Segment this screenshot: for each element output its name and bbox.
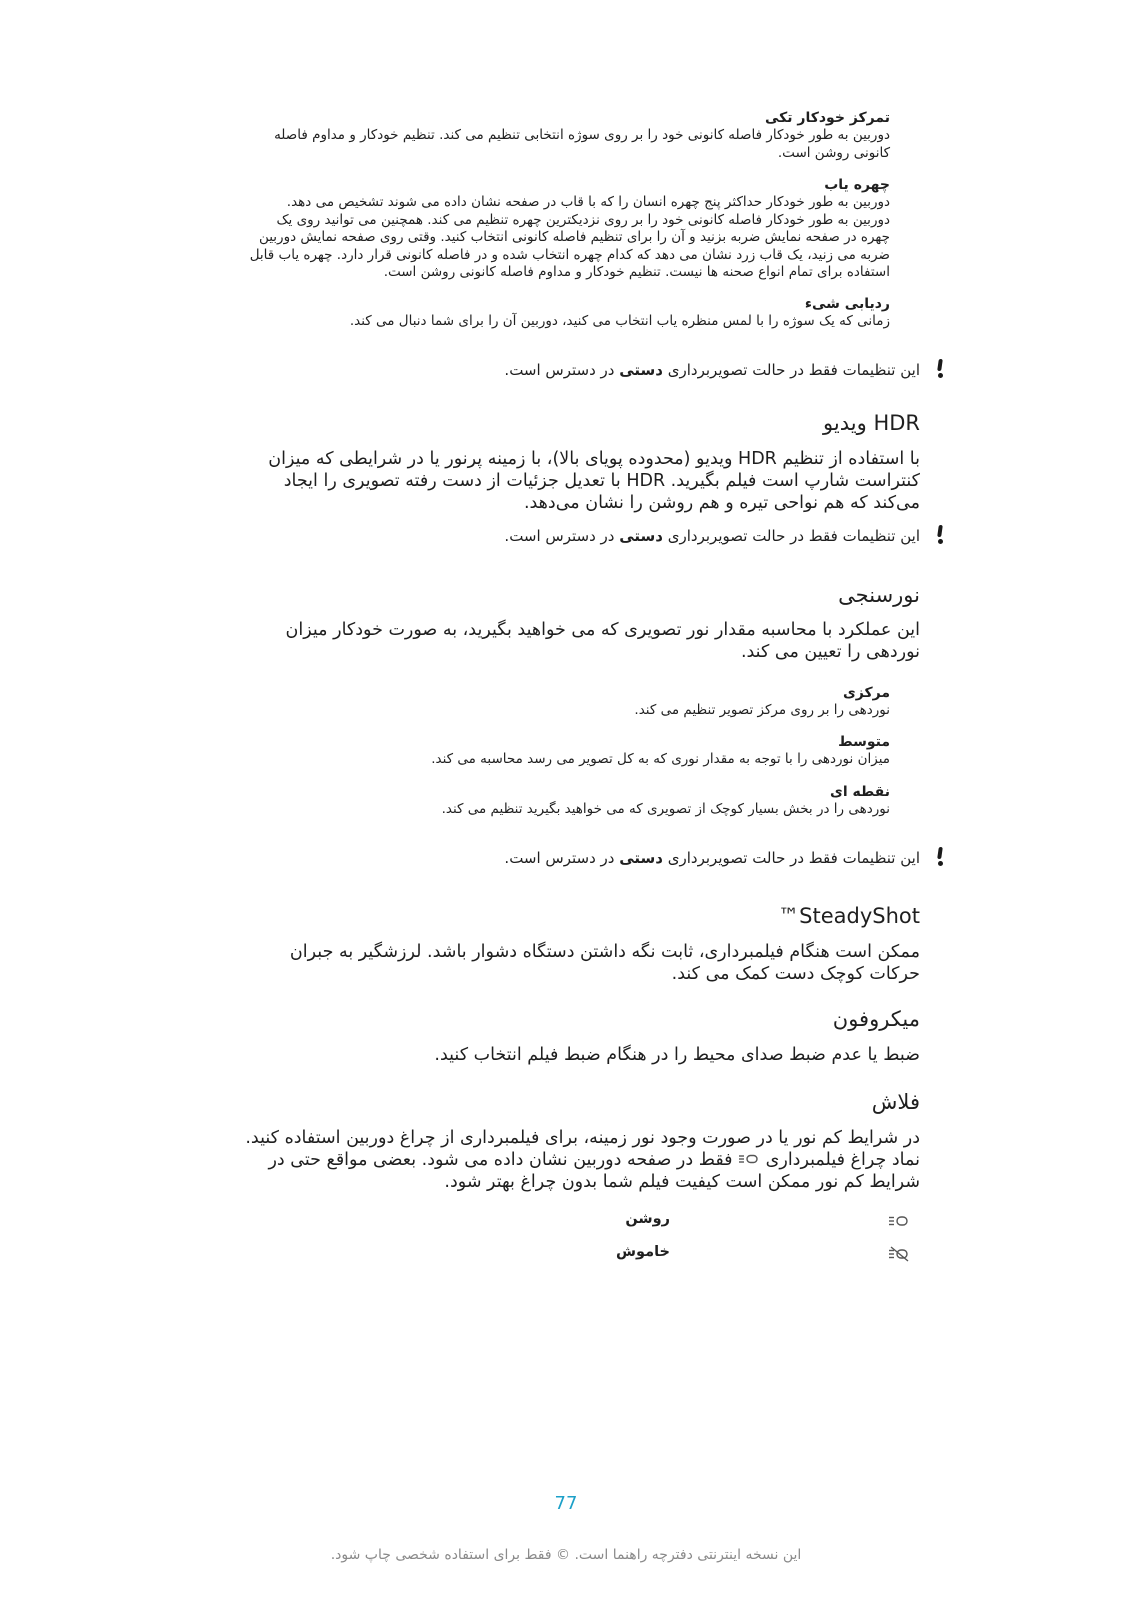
focus-item-title: تمرکز خودکار تکی [764, 110, 890, 126]
metering-item-center [190, 684, 890, 720]
hdr-video-section [200, 410, 920, 514]
flash-section [200, 1089, 920, 1193]
manual-mode-note [0, 360, 1132, 384]
section-title: HDR ویدیو [823, 411, 920, 435]
video-light-on-icon [888, 1213, 910, 1232]
section-line: کنتراست شارپ است فیلم بگیرید. HDR با تعدیل جزئیات از دست رفته تصویری را ایجاد [283, 471, 920, 491]
footer-note: این نسخه اینترنتی دفترچه راهنما است. © فقط برای استفاده شخصی چاپ شود. [330, 1547, 802, 1563]
section-title: نورسنجی [838, 583, 920, 607]
note-text [220, 360, 920, 380]
note-text-after: در دسترس است. [504, 527, 620, 545]
section-line: نوردهی را تعیین می کند. [740, 642, 920, 662]
flash-option-on [0, 1210, 1132, 1234]
microphone-section [200, 1006, 920, 1066]
warning-icon [936, 846, 944, 868]
section-line: ممکن است هنگام فیلمبرداری، ثابت نگه داشتن دستگاه دشوار باشد. لرزشگیر به جبران [289, 942, 920, 962]
steadyshot-section [200, 903, 920, 985]
focus-item-line: دوربین به طور خودکار فاصله کانونی خود را بر روی نزدیکترین چهره تنظیم می کند. همچنین می توانید روی یک [276, 211, 890, 228]
video-light-icon [738, 1149, 760, 1171]
metering-item-title: مرکزی [842, 685, 890, 701]
section-title: میکروفون [832, 1007, 920, 1031]
note-text [220, 848, 920, 868]
manual-mode-note [0, 526, 1132, 550]
note-text-before: این تنظیمات فقط در حالت تصویربرداری [663, 527, 920, 545]
metering-section [200, 582, 920, 663]
focus-item-line: ضربه می زنید، یک قاب زرد نشان می دهد که کدام چهره انتخاب شده و در فاصله کانونی قرار دارد. چهره یاب قابل [249, 246, 890, 263]
section-line: حرکات کوچک دست کمک می کند. [671, 964, 920, 984]
section-title: فلاش [871, 1090, 920, 1114]
note-text-after: در دسترس است. [504, 849, 620, 867]
section-line: شرایط کم نور ممکن است کیفیت فیلم شما بدون چراغ بهتر شود. [444, 1172, 920, 1192]
warning-icon [936, 524, 944, 546]
metering-item-title: نقطه ای [830, 784, 890, 800]
note-text-before: این تنظیمات فقط در حالت تصویربرداری [663, 361, 920, 379]
flash-line-after-icon: فقط در صفحه دوربین نشان داده می شود. بعضی مواقع حتی در [268, 1150, 739, 1170]
metering-item-average [190, 733, 890, 769]
focus-item-line: چهره در صفحه نمایش ضربه بزنید و آن را برای تنظیم فاصله کانونی انتخاب کنید. وقتی روی صفحه نمایش دوربین [258, 229, 890, 245]
focus-item-line: استفاده برای تمام انواع صحنه ها نیست. تنظیم خودکار و مداوم فاصله کانونی روشن است. [383, 264, 890, 280]
note-text [220, 526, 920, 546]
warning-icon [936, 358, 944, 380]
section-line [200, 1149, 920, 1171]
focus-item-line: کانونی روشن است. [777, 144, 890, 161]
focus-item-object-tracking [170, 295, 890, 331]
note-text-bold: دستی [619, 849, 663, 867]
section-title: SteadyShot™ [778, 904, 920, 928]
flash-option-label: روشن [625, 1211, 670, 1227]
metering-item-line: میزان نوردهی را با توجه به مقدار نوری که به کل تصویر می رسد محاسبه می کند. [431, 751, 890, 767]
page-number: 77 [554, 1493, 578, 1514]
note-text-bold: دستی [619, 361, 663, 379]
flash-option-label: خاموش [616, 1244, 670, 1260]
flash-option-off [0, 1243, 1132, 1267]
focus-item-title: ردیابی شیء [804, 296, 890, 312]
section-line: در شرایط کم نور یا در صورت وجود نور زمینه، برای فیلمبرداری از چراغ دوربین استفاده کنید. [245, 1128, 920, 1148]
note-text-bold: دستی [619, 527, 663, 545]
video-light-off-icon [888, 1245, 910, 1267]
flash-line-before-icon: نماد چراغ فیلمبرداری [760, 1150, 920, 1170]
focus-item-title: چهره یاب [824, 177, 890, 193]
section-line: با استفاده از تنظیم HDR ویدیو (محدوده پویای بالا)، با زمینه پرنور یا در شرایطی که میزان [268, 449, 920, 469]
manual-mode-note [0, 848, 1132, 872]
section-line: می‌کند که هم نواحی تیره و هم روشن را نشان می‌دهد. [523, 493, 920, 513]
focus-item-face-detection [170, 176, 890, 282]
focus-item-line: دوربین به طور خودکار حداکثر پنج چهره انسان را که با قاب در صفحه نشان داده می شوند تشخیص می دهد. [286, 194, 890, 210]
note-text-after: در دسترس است. [504, 361, 620, 379]
metering-item-line: نوردهی را در بخش بسیار کوچک از تصویری که می خواهید بگیرید تنظیم می کند. [441, 801, 890, 817]
section-line: ضبط یا عدم ضبط صدای محیط را در هنگام ضبط فیلم انتخاب کنید. [434, 1045, 920, 1065]
note-text-before: این تنظیمات فقط در حالت تصویربرداری [663, 849, 920, 867]
section-line: این عملکرد با محاسبه مقدار نور تصویری که می خواهید بگیرید، به صورت خودکار میزان [285, 620, 920, 640]
metering-item-line: نوردهی را بر روی مرکز تصویر تنظیم می کند. [634, 702, 890, 718]
focus-item-line: دوربین به طور خودکار فاصله کانونی خود را بر روی سوژه انتخابی تنظیم می کند. تنظیم خودکار و مداوم فاصله [274, 127, 890, 143]
metering-item-title: متوسط [838, 734, 890, 750]
focus-item-single-af [170, 109, 890, 162]
focus-item-line: زمانی که یک سوژه را با لمس منظره یاب انتخاب می کنید، دوربین آن را برای شما دنبال می کند. [349, 313, 890, 329]
metering-item-spot [190, 783, 890, 819]
